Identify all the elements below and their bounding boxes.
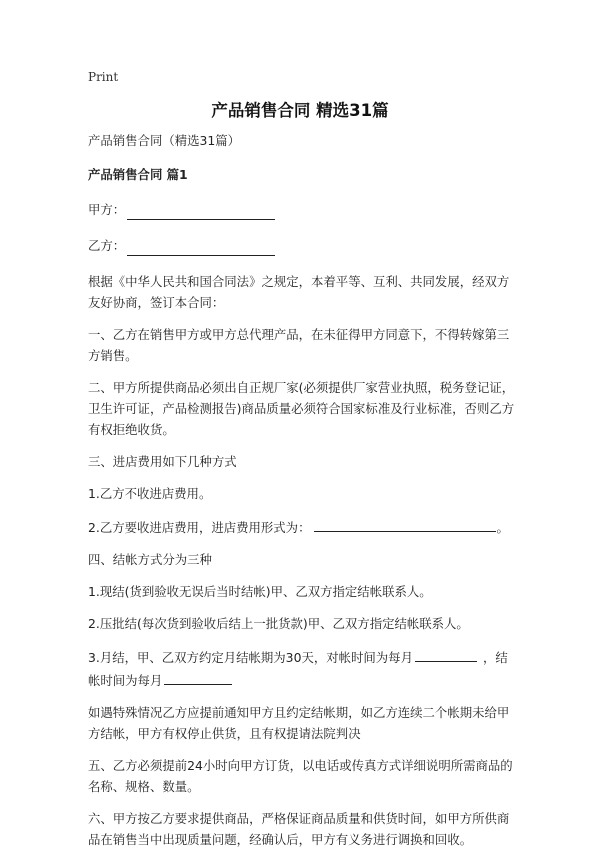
clause-4-option-3-text: 3.月结，甲、乙双方约定月结帐期为30天，对帐时间为每月 — [88, 650, 413, 665]
page-title: 产品销售合同 精选31篇 — [211, 101, 389, 120]
party-b-blank — [127, 239, 275, 256]
clause-4-option-3-mid: ，结帐时间为每月 — [88, 650, 508, 688]
clause-3: 三、进店费用如下几种方式 — [88, 454, 237, 469]
clause-1: 一、乙方在销售甲方或甲方总代理产品，在未征得甲方同意下，不得转嫁第三方销售。 — [88, 327, 510, 363]
clause-3-option-2 — [88, 515, 516, 538]
party-b-label: 乙方： — [88, 238, 126, 253]
clause-4-option-3 — [88, 645, 516, 691]
clause-6: 六、甲方按乙方要求提供商品，严格保证商品质量和供货时间，如甲方所供商品在销售当中出现质量问题，经确认后，甲方有义务进行调换和回收。 — [88, 811, 510, 847]
party-a-label: 甲方： — [88, 202, 126, 217]
clause-4-option-2: 2.压批结(每次货到验收后结上一批货款)甲、乙双方指定结帐联系人。 — [88, 616, 469, 631]
intro-paragraph: 根据《中华人民共和国合同法》之规定，本着平等、互利、共同发展，经双方友好协商，签订本合同： — [88, 274, 510, 310]
clause-4-note: 如遇特殊情况乙方应提前通知甲方且约定结帐期，如乙方连续二个帐期未给甲方结帐，甲方有权停止供货，且有权提请法院判决 — [88, 705, 510, 741]
entry-fee-blank — [314, 515, 496, 532]
party-a-blank — [127, 203, 275, 220]
print-link[interactable]: Print — [88, 70, 119, 84]
clause-3-option-1: 1.乙方不收进店费用。 — [88, 486, 212, 501]
clause-3-option-2-end: 。 — [496, 520, 509, 535]
clause-4: 四、结帐方式分为三种 — [88, 552, 212, 567]
clause-2: 二、甲方所提供商品必须出自正规厂家(必须提供厂家营业执照，税务登记证，卫生许可证，产品检测报告)商品质量必须符合国家标准及行业标准，否则乙方有权拒绝收货。 — [88, 380, 515, 437]
section-heading: 产品销售合同 篇1 — [88, 167, 188, 182]
clause-4-option-1: 1.现结(货到验收无误后当时结帐)甲、乙双方指定结帐联系人。 — [88, 584, 432, 599]
party-a-line — [88, 199, 516, 220]
document-body — [88, 130, 516, 861]
settle-day-blank — [164, 668, 232, 685]
document-subtitle: 产品销售合同（精选31篇） — [88, 133, 241, 148]
reconcile-day-blank — [415, 645, 477, 662]
party-b-line — [88, 235, 516, 256]
clause-5: 五、乙方必须提前24小时向甲方订货，以电话或传真方式详细说明所需商品的名称、规格、数量。 — [88, 758, 513, 794]
clause-3-option-2-text: 2.乙方要收进店费用，进店费用形式为： — [88, 520, 311, 535]
